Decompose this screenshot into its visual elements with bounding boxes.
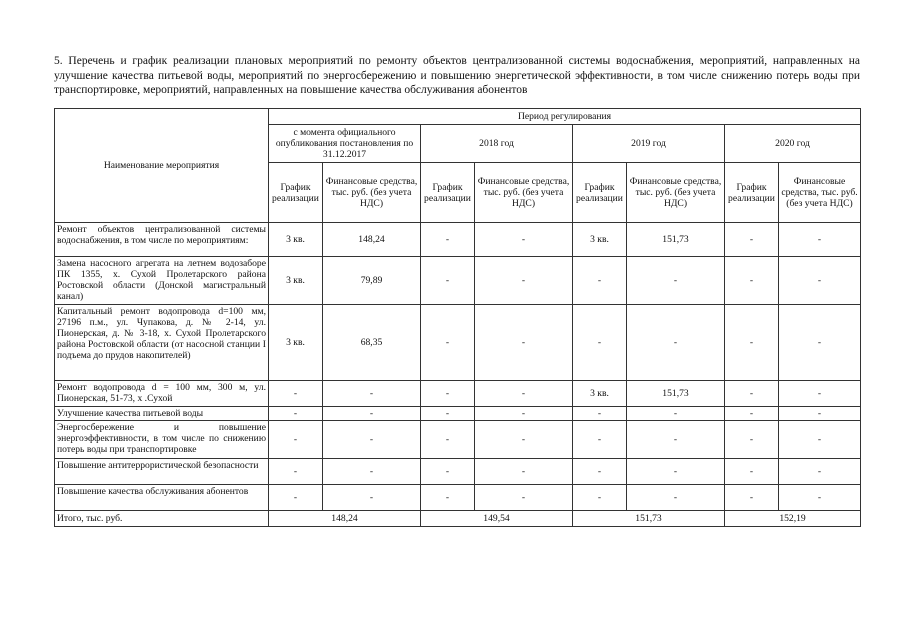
finance-header: Финансовые средства, тыс. руб. (без учета НДС)	[779, 163, 861, 223]
cell: 68,35	[323, 305, 421, 381]
total-label: Итого, тыс. руб.	[55, 511, 269, 527]
cell: -	[779, 459, 861, 485]
cell: -	[475, 223, 573, 257]
table-row	[55, 459, 861, 485]
cell: -	[475, 421, 573, 459]
cell: 151,73	[627, 381, 725, 407]
period-initial: с момента официального опубликования постановления по 31.12.2017	[269, 125, 421, 163]
cell: -	[573, 305, 627, 381]
cell: -	[725, 421, 779, 459]
table-row	[55, 421, 861, 459]
cell: -	[779, 381, 861, 407]
row-name: Ремонт водопровода d = 100 мм, 300 м, ул. Пионерская, 51-73, х .Сухой	[55, 381, 269, 407]
row-name: Замена насосного агрегата на летнем водозаборе ПК 1355, х. Сухой Пролетарского района Ростовской области (Донской магистральный канал)	[55, 257, 269, 305]
cell: -	[627, 407, 725, 421]
total-2019: 151,73	[573, 511, 725, 527]
cell: -	[269, 421, 323, 459]
cell: -	[269, 459, 323, 485]
schedule-header: График реализации	[573, 163, 627, 223]
cell: 3 кв.	[269, 305, 323, 381]
measures-table	[54, 108, 861, 527]
cell: -	[725, 407, 779, 421]
total-2018: 149,54	[421, 511, 573, 527]
schedule-header: График реализации	[725, 163, 779, 223]
table-row	[55, 223, 861, 257]
total-row	[55, 511, 861, 527]
cell: -	[573, 257, 627, 305]
cell: 79,89	[323, 257, 421, 305]
table-row	[55, 407, 861, 421]
row-name: Улучшение качества питьевой воды	[55, 407, 269, 421]
cell: -	[725, 381, 779, 407]
cell: -	[725, 305, 779, 381]
cell: 148,24	[323, 223, 421, 257]
cell: -	[475, 257, 573, 305]
cell: -	[323, 381, 421, 407]
cell: -	[421, 407, 475, 421]
cell: -	[421, 485, 475, 511]
cell: -	[475, 459, 573, 485]
cell: -	[725, 257, 779, 305]
row-name: Ремонт объектов централизованной системы водоснабжения, в том числе по мероприятиям:	[55, 223, 269, 257]
cell: -	[779, 421, 861, 459]
cell: -	[323, 421, 421, 459]
cell: -	[573, 407, 627, 421]
row-name: Повышение качества обслуживания абонентов	[55, 485, 269, 511]
cell: -	[421, 459, 475, 485]
cell: -	[475, 381, 573, 407]
cell: -	[779, 257, 861, 305]
finance-header: Финансовые средства, тыс. руб. (без учета НДС)	[475, 163, 573, 223]
cell: -	[475, 407, 573, 421]
period-header: Период регулирования	[269, 109, 861, 125]
cell: -	[323, 485, 421, 511]
cell: -	[269, 381, 323, 407]
cell: -	[725, 223, 779, 257]
cell: -	[421, 257, 475, 305]
table-row	[55, 485, 861, 511]
cell: -	[269, 485, 323, 511]
cell: -	[627, 421, 725, 459]
cell: -	[779, 407, 861, 421]
row-name: Капитальный ремонт водопровода d=100 мм, 27196 п.м., ул. Чупакова, д. № 2-14, ул. Пионерская, д. № 3-18, х. Сухой Пролетарского района Ростовской области (от насосной станции I подъема до прудов накопителей)	[55, 305, 269, 381]
total-initial: 148,24	[269, 511, 421, 527]
cell: -	[627, 485, 725, 511]
cell: -	[627, 459, 725, 485]
section-heading: 5. Перечень и график реализации плановых мероприятий по ремонту объектов централизованной системы водоснабжения, мероприятий, направленных на улучшение качества питьевой воды, мероприятий по энергосбережению и повышению энергетической эффективности, в том числе снижению потерь воды при транспортировке, мероприятий, направленных на повышение качества обслуживания абонентов	[54, 55, 860, 96]
total-2020: 152,19	[725, 511, 861, 527]
cell: -	[323, 407, 421, 421]
period-2020: 2020 год	[725, 125, 861, 163]
cell: -	[573, 459, 627, 485]
cell: 3 кв.	[269, 257, 323, 305]
cell: -	[323, 459, 421, 485]
row-name: Энергосбережение и повышение энергоэффективности, в том числе по снижению потерь воды при транспортировке	[55, 421, 269, 459]
table-row	[55, 381, 861, 407]
cell: 151,73	[627, 223, 725, 257]
cell: -	[421, 421, 475, 459]
cell: -	[269, 407, 323, 421]
cell: -	[779, 305, 861, 381]
finance-header: Финансовые средства, тыс. руб. (без учета НДС)	[323, 163, 421, 223]
schedule-header: График реализации	[269, 163, 323, 223]
cell: -	[475, 305, 573, 381]
period-2018: 2018 год	[421, 125, 573, 163]
finance-header: Финансовые средства, тыс. руб. (без учета НДС)	[627, 163, 725, 223]
cell: -	[725, 485, 779, 511]
cell: -	[627, 305, 725, 381]
cell: -	[779, 485, 861, 511]
schedule-header: График реализации	[421, 163, 475, 223]
table-row	[55, 305, 861, 381]
table-row	[55, 257, 861, 305]
cell: -	[421, 381, 475, 407]
cell: 3 кв.	[573, 223, 627, 257]
cell: -	[725, 459, 779, 485]
row-name: Повышение антитеррористической безопасности	[55, 459, 269, 485]
cell: 3 кв.	[269, 223, 323, 257]
cell: -	[421, 223, 475, 257]
cell: -	[573, 421, 627, 459]
cell: -	[475, 485, 573, 511]
cell: -	[573, 485, 627, 511]
period-2019: 2019 год	[573, 125, 725, 163]
cell: 3 кв.	[573, 381, 627, 407]
cell: -	[779, 223, 861, 257]
cell: -	[421, 305, 475, 381]
col-header-name: Наименование мероприятия	[55, 109, 269, 223]
cell: -	[627, 257, 725, 305]
